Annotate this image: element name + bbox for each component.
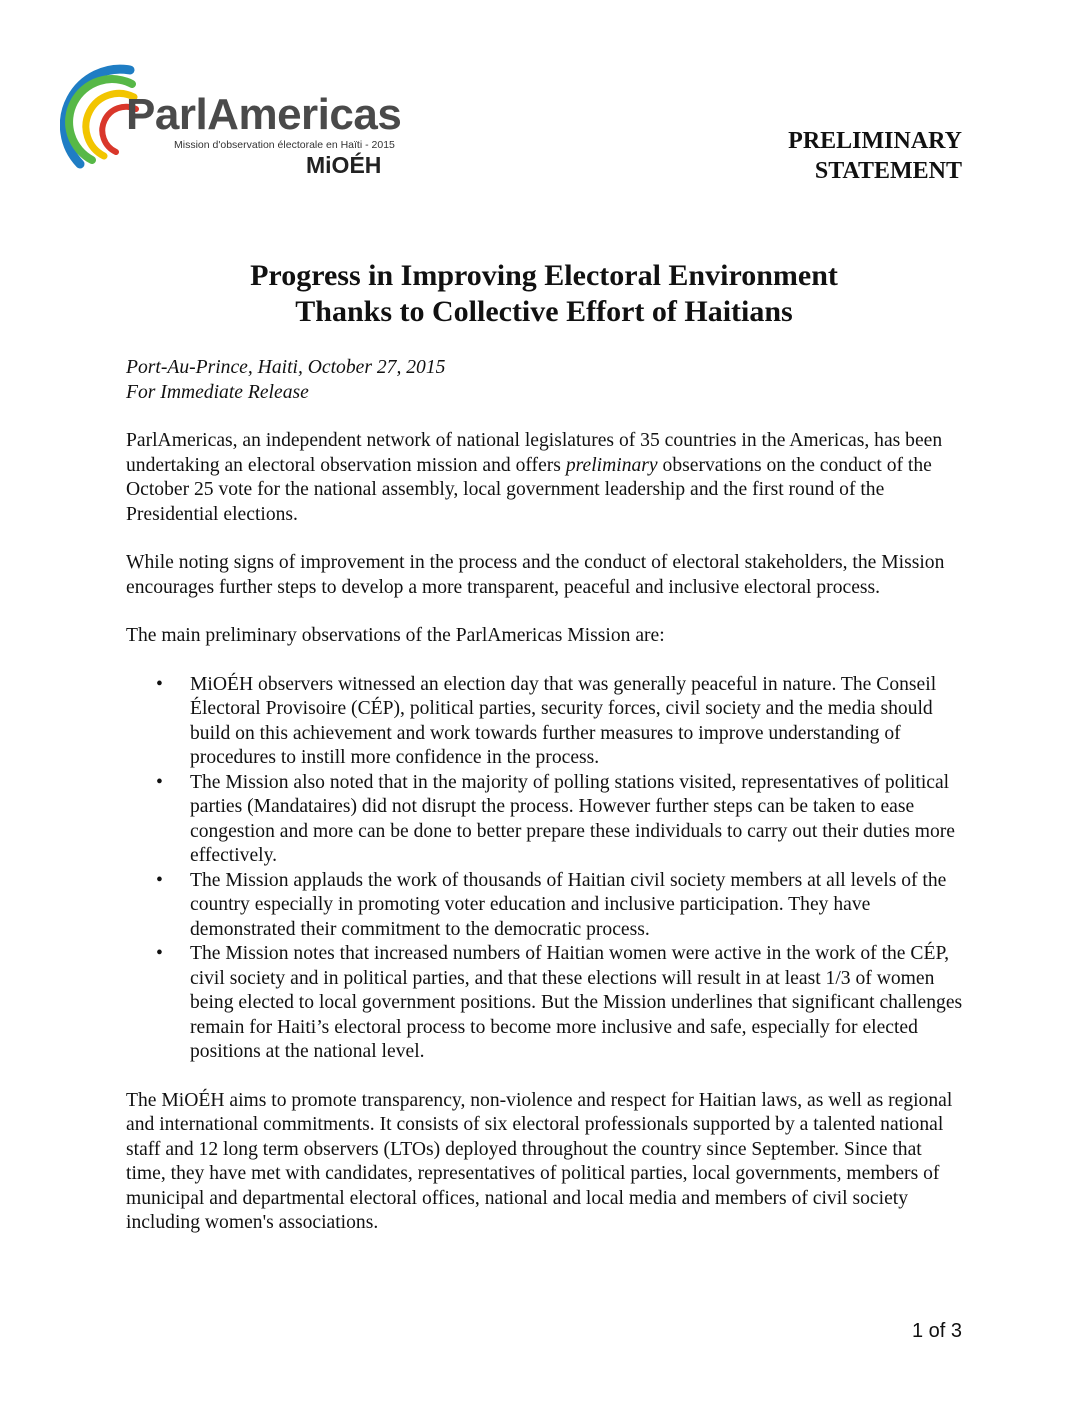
observations-list <box>126 673 966 1065</box>
list-item-text: The Mission applauds the work of thousands of Haitian civil society members at all levels of the country especially in promoting voter education and inclusive participation. They have demonstrated their commitment to the democratic process. <box>190 869 947 940</box>
logo-name: ParlAmericas <box>126 90 402 139</box>
list-item <box>156 942 966 1065</box>
dateline-release: For Immediate Release <box>126 381 309 403</box>
preliminary-statement-label <box>788 126 962 186</box>
bullet-icon: • <box>156 943 163 964</box>
document-title <box>0 258 1088 330</box>
bullet-icon: • <box>156 869 163 891</box>
parlamericas-logo <box>60 64 420 184</box>
statement-line-1: PRELIMINARY <box>788 128 962 154</box>
intro-paragraph <box>126 429 966 527</box>
intro-text-a: ParlAmericas, an independent network of national legislatures of 35 countries in the Americas, has been undertaking an electoral observation mission and offers <box>126 430 943 476</box>
intro-emphasis: preliminary <box>565 454 658 476</box>
title-line-1: Progress in Improving Electoral Environment <box>250 259 838 292</box>
intro-text-b: observations on the conduct of the October 25 vote for the national assembly, local government leadership and the first round of the Presidential elections. <box>126 454 932 525</box>
list-item <box>156 673 966 771</box>
list-intro: The main preliminary observations of the ParlAmericas Mission are: <box>126 625 665 646</box>
list-item-text: MiOÉH observers witnessed an election day that was generally peaceful in nature. The Conseil Électoral Provisoire (CÉP), political parties, security forces, civil society and the media should build on this achievement and work towards further measures to improve understanding of procedures to instill more confidence in the process. <box>190 673 937 768</box>
document-body <box>126 356 966 1260</box>
paragraph-2: While noting signs of improvement in the process and the conduct of electoral stakeholders, the Mission encourages further steps to develop a more transparent, peaceful and inclusive electoral process. <box>126 552 945 598</box>
bullet-icon: • <box>156 673 163 695</box>
bullet-icon: • <box>156 771 163 793</box>
list-item-text: The Mission also noted that in the majority of polling stations visited, representatives of political parties (Mandataires) did not disrupt the process. However further steps can be taken to ease congestion and more can be done to better prepare these individuals to carry out their duties more effectively. <box>190 771 955 866</box>
statement-line-2: STATEMENT <box>814 158 962 184</box>
list-item-text: The Mission notes that increased numbers of Haitian women were active in the work of the CÉP, civil society and in political parties, and that these elections will result in at least 1/3 of women being elected to local government positions. But the Mission underlines that significant challenges remain for Haiti’s electoral process to become more inclusive and safe, especially for elected positions at the national level. <box>190 943 963 1062</box>
list-item <box>156 771 966 869</box>
page-number: 1 of 3 <box>911 1320 962 1342</box>
title-line-2: Thanks to Collective Effort of Haitians <box>295 295 793 328</box>
dateline <box>126 356 966 405</box>
dateline-place-date: Port-Au-Prince, Haiti, October 27, 2015 <box>126 357 446 378</box>
list-item <box>156 869 966 943</box>
logo-tagline: Mission d'observation électorale en Haïti - 2015 <box>174 139 395 151</box>
closing-paragraph: The MiOÉH aims to promote transparency, non-violence and respect for Haitian laws, as well as regional and international commitments. It consists of six electoral professionals supported by a talented national staff and 12 long term observers (LTOs) deployed throughout the country since September. Since that time, they have met with candidates, representatives of political parties, local governments, members of municipal and departmental electoral offices, national and local media and members of civil society including women's associations. <box>126 1089 953 1233</box>
logo-mission-acronym: MiOÉH <box>306 152 382 178</box>
